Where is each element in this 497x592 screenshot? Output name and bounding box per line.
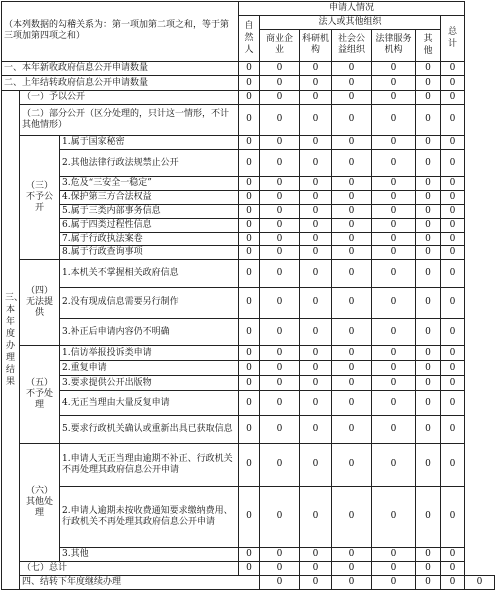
value-cell: 0 <box>300 346 332 361</box>
value-cell: 0 <box>332 76 372 91</box>
value-cell: 0 <box>416 287 441 318</box>
value-cell: 0 <box>239 416 260 444</box>
table-row <box>2 149 495 177</box>
row-label: 1.本机关不掌握相关政府信息 <box>60 260 239 288</box>
table-row <box>2 444 495 487</box>
row-label: （一）予以公开 <box>20 91 239 105</box>
value-cell: 0 <box>441 287 465 318</box>
value-cell: 0 <box>332 361 372 376</box>
value-cell: 0 <box>260 444 300 487</box>
value-cell: 0 <box>372 105 416 136</box>
value-cell: 0 <box>260 105 300 136</box>
table-row <box>2 287 495 318</box>
value-cell: 0 <box>260 246 300 260</box>
row-label: 四、结转下年度继续办理 <box>20 575 260 589</box>
value-cell: 0 <box>372 390 416 416</box>
value-cell: 0 <box>332 260 372 288</box>
value-cell: 0 <box>416 177 441 191</box>
table-row <box>2 135 495 149</box>
value-cell: 0 <box>300 416 332 444</box>
table-row <box>2 361 495 376</box>
value-cell: 0 <box>260 361 300 376</box>
value-cell: 0 <box>300 260 332 288</box>
value-cell: 0 <box>300 444 332 487</box>
value-cell: 0 <box>416 486 441 548</box>
value-cell: 0 <box>372 575 416 589</box>
value-cell: 0 <box>332 204 372 218</box>
value-cell: 0 <box>332 287 372 318</box>
value-cell: 0 <box>416 562 441 576</box>
table-note: （本列数据的勾稽关系为：第一项加第二项之和，等于第三项加第四项之和） <box>2 2 239 62</box>
table-row <box>2 346 495 361</box>
value-cell: 0 <box>416 444 441 487</box>
value-cell: 0 <box>239 177 260 191</box>
value-cell: 0 <box>260 562 300 576</box>
value-cell: 0 <box>239 61 260 76</box>
row-label: 2.没有现成信息需要另行制作 <box>60 287 239 318</box>
value-cell: 0 <box>300 376 332 391</box>
value-cell: 0 <box>441 149 465 177</box>
value-cell: 0 <box>372 232 416 246</box>
value-cell: 0 <box>441 486 465 548</box>
value-cell: 0 <box>372 287 416 318</box>
value-cell: 0 <box>300 562 332 576</box>
value-cell: 0 <box>372 177 416 191</box>
value-cell: 0 <box>332 105 372 136</box>
value-cell: 0 <box>372 135 416 149</box>
value-cell: 0 <box>332 416 372 444</box>
value-cell: 0 <box>260 287 300 318</box>
value-cell: 0 <box>441 548 465 562</box>
value-cell: 0 <box>416 346 441 361</box>
table-row <box>2 486 495 548</box>
value-cell: 0 <box>260 260 300 288</box>
value-cell: 0 <box>441 105 465 136</box>
table-row <box>2 61 495 76</box>
row-label: 3.补正后申请内容仍不明确 <box>60 318 239 346</box>
table-row <box>2 246 495 260</box>
value-cell: 0 <box>416 260 441 288</box>
value-cell: 0 <box>332 135 372 149</box>
row-label: 7.属于行政执法案卷 <box>60 232 239 246</box>
value-cell: 0 <box>332 444 372 487</box>
value-cell: 0 <box>416 318 441 346</box>
value-cell: 0 <box>300 149 332 177</box>
value-cell: 0 <box>372 318 416 346</box>
table-row <box>2 91 495 105</box>
value-cell: 0 <box>239 346 260 361</box>
value-cell: 0 <box>300 287 332 318</box>
value-cell: 0 <box>372 376 416 391</box>
table-row <box>2 562 495 576</box>
value-cell: 0 <box>416 416 441 444</box>
value-cell: 0 <box>372 91 416 105</box>
value-cell: 0 <box>441 232 465 246</box>
value-cell: 0 <box>372 562 416 576</box>
value-cell: 0 <box>416 575 441 589</box>
value-cell: 0 <box>239 149 260 177</box>
value-cell: 0 <box>332 149 372 177</box>
value-cell: 0 <box>441 91 465 105</box>
category-label: （五）不予处理 <box>20 346 60 444</box>
value-cell: 0 <box>300 91 332 105</box>
value-cell: 0 <box>300 177 332 191</box>
row-label: 6.属于四类过程性信息 <box>60 218 239 232</box>
row-label: （七）总计 <box>20 562 239 576</box>
value-cell: 0 <box>239 191 260 205</box>
value-cell: 0 <box>239 246 260 260</box>
value-cell: 0 <box>416 361 441 376</box>
row-label: 2.申请人逾期未按收费通知要求缴纳费用、行政机关不再处理其政府信息公开申请 <box>60 486 239 548</box>
value-cell: 0 <box>300 575 332 589</box>
value-cell: 0 <box>465 575 495 589</box>
value-cell: 0 <box>372 548 416 562</box>
row-label: 2.其他法律行政法规禁止公开 <box>60 149 239 177</box>
row-label: （二）部分公开（区分处理的，只计这一情形，不计其他情形） <box>20 105 239 136</box>
value-cell: 0 <box>441 390 465 416</box>
table-row <box>2 548 495 562</box>
row-label: 3.危及“三安全一稳定” <box>60 177 239 191</box>
table-row <box>2 416 495 444</box>
value-cell: 0 <box>332 318 372 346</box>
value-cell: 0 <box>416 91 441 105</box>
value-cell: 0 <box>441 191 465 205</box>
value-cell: 0 <box>441 260 465 288</box>
value-cell: 0 <box>372 260 416 288</box>
value-cell: 0 <box>300 191 332 205</box>
value-cell: 0 <box>416 376 441 391</box>
table-row <box>2 218 495 232</box>
value-cell: 0 <box>372 246 416 260</box>
value-cell: 0 <box>372 361 416 376</box>
value-cell: 0 <box>416 76 441 91</box>
value-cell: 0 <box>239 260 260 288</box>
value-cell: 0 <box>260 149 300 177</box>
government-info-disclosure-table <box>1 1 495 590</box>
value-cell: 0 <box>239 105 260 136</box>
value-cell: 0 <box>332 61 372 76</box>
value-cell: 0 <box>260 575 300 589</box>
value-cell: 0 <box>441 177 465 191</box>
category-label: （三）不予公开 <box>20 135 60 259</box>
row-label: 1.属于国家秘密 <box>60 135 239 149</box>
value-cell: 0 <box>441 135 465 149</box>
social-header: 社会公益组织 <box>332 29 372 61</box>
value-cell: 0 <box>239 318 260 346</box>
value-cell: 0 <box>372 149 416 177</box>
value-cell: 0 <box>239 444 260 487</box>
table-row <box>2 177 495 191</box>
row-label: 2.重复申请 <box>60 361 239 376</box>
legal-service-header: 法律服务机构 <box>372 29 416 61</box>
value-cell: 0 <box>332 548 372 562</box>
value-cell: 0 <box>416 218 441 232</box>
value-cell: 0 <box>239 76 260 91</box>
value-cell: 0 <box>441 376 465 391</box>
value-cell: 0 <box>332 575 372 589</box>
value-cell: 0 <box>441 562 465 576</box>
value-cell: 0 <box>239 91 260 105</box>
row-label: 一、本年新收政府信息公开申请数量 <box>2 61 239 76</box>
value-cell: 0 <box>372 191 416 205</box>
value-cell: 0 <box>372 486 416 548</box>
value-cell: 0 <box>239 204 260 218</box>
table-row <box>2 204 495 218</box>
row-label: 4.无正当理由大量反复申请 <box>60 390 239 416</box>
value-cell: 0 <box>441 444 465 487</box>
value-cell: 0 <box>332 246 372 260</box>
value-cell: 0 <box>372 218 416 232</box>
value-cell: 0 <box>300 318 332 346</box>
value-cell: 0 <box>441 318 465 346</box>
value-cell: 0 <box>372 204 416 218</box>
value-cell: 0 <box>441 218 465 232</box>
table-row <box>2 260 495 288</box>
table-row <box>2 105 495 136</box>
value-cell: 0 <box>441 61 465 76</box>
value-cell: 0 <box>416 204 441 218</box>
row-label: 4.保护第三方合法权益 <box>60 191 239 205</box>
value-cell: 0 <box>416 246 441 260</box>
table-row <box>2 390 495 416</box>
value-cell: 0 <box>260 346 300 361</box>
row-label: 3.要求提供公开出版物 <box>60 376 239 391</box>
value-cell: 0 <box>239 361 260 376</box>
value-cell: 0 <box>332 232 372 246</box>
value-cell: 0 <box>260 416 300 444</box>
table-row <box>2 318 495 346</box>
value-cell: 0 <box>300 204 332 218</box>
value-cell: 0 <box>441 346 465 361</box>
row-label: 1.信访举报投诉类申请 <box>60 346 239 361</box>
value-cell: 0 <box>300 135 332 149</box>
value-cell: 0 <box>416 548 441 562</box>
value-cell: 0 <box>416 135 441 149</box>
value-cell: 0 <box>300 548 332 562</box>
value-cell: 0 <box>239 287 260 318</box>
value-cell: 0 <box>300 361 332 376</box>
value-cell: 0 <box>416 390 441 416</box>
value-cell: 0 <box>332 486 372 548</box>
value-cell: 0 <box>332 191 372 205</box>
value-cell: 0 <box>260 232 300 246</box>
value-cell: 0 <box>260 135 300 149</box>
value-cell: 0 <box>416 149 441 177</box>
research-header: 科研机构 <box>300 29 332 61</box>
value-cell: 0 <box>239 548 260 562</box>
value-cell: 0 <box>441 361 465 376</box>
value-cell: 0 <box>300 486 332 548</box>
natural-person-header: 自然人 <box>239 15 260 61</box>
other-header: 其他 <box>416 29 441 61</box>
value-cell: 0 <box>260 376 300 391</box>
value-cell: 0 <box>416 232 441 246</box>
value-cell: 0 <box>441 416 465 444</box>
value-cell: 0 <box>372 416 416 444</box>
value-cell: 0 <box>416 105 441 136</box>
commercial-header: 商业企业 <box>260 29 300 61</box>
value-cell: 0 <box>260 76 300 91</box>
value-cell: 0 <box>332 218 372 232</box>
value-cell: 0 <box>372 76 416 91</box>
row-label: 5.要求行政机关确认或重新出具已获取信息 <box>60 416 239 444</box>
value-cell: 0 <box>260 204 300 218</box>
value-cell: 0 <box>332 390 372 416</box>
value-cell: 0 <box>332 562 372 576</box>
value-cell: 0 <box>441 575 465 589</box>
value-cell: 0 <box>239 390 260 416</box>
value-cell: 0 <box>441 204 465 218</box>
value-cell: 0 <box>332 91 372 105</box>
value-cell: 0 <box>372 61 416 76</box>
value-cell: 0 <box>300 246 332 260</box>
table-row <box>2 376 495 391</box>
value-cell: 0 <box>300 390 332 416</box>
category-label: （四）无法提供 <box>20 260 60 346</box>
value-cell: 0 <box>372 346 416 361</box>
legal-group-header: 法人或其他组织 <box>260 15 441 29</box>
value-cell: 0 <box>416 61 441 76</box>
value-cell: 0 <box>239 562 260 576</box>
total-header: 总计 <box>441 15 465 61</box>
value-cell: 0 <box>300 105 332 136</box>
row-label: 二、上年结转政府信息公开申请数量 <box>2 76 239 91</box>
value-cell: 0 <box>260 91 300 105</box>
section-3-label: 三、本年度办理结果 <box>2 91 20 590</box>
row-label: 1.申请人无正当理由逾期不补正、行政机关不再处理其政府信息公开申请 <box>60 444 239 487</box>
table-row <box>2 575 495 589</box>
value-cell: 0 <box>260 61 300 76</box>
row-label: 8.属于行政查询事项 <box>60 246 239 260</box>
table-row <box>2 232 495 246</box>
value-cell: 0 <box>239 376 260 391</box>
value-cell: 0 <box>239 232 260 246</box>
value-cell: 0 <box>300 232 332 246</box>
category-label: （六）其他处理 <box>20 444 60 562</box>
value-cell: 0 <box>260 318 300 346</box>
value-cell: 0 <box>372 444 416 487</box>
value-cell: 0 <box>260 177 300 191</box>
value-cell: 0 <box>300 76 332 91</box>
value-cell: 0 <box>332 177 372 191</box>
value-cell: 0 <box>332 346 372 361</box>
value-cell: 0 <box>260 486 300 548</box>
table-row <box>2 191 495 205</box>
applicant-header: 申请人情况 <box>239 2 465 16</box>
value-cell: 0 <box>260 548 300 562</box>
table-row <box>2 76 495 91</box>
value-cell: 0 <box>300 218 332 232</box>
value-cell: 0 <box>300 61 332 76</box>
value-cell: 0 <box>260 218 300 232</box>
value-cell: 0 <box>332 376 372 391</box>
row-label: 3.其他 <box>60 548 239 562</box>
value-cell: 0 <box>239 218 260 232</box>
value-cell: 0 <box>239 135 260 149</box>
value-cell: 0 <box>260 191 300 205</box>
value-cell: 0 <box>260 390 300 416</box>
value-cell: 0 <box>239 486 260 548</box>
value-cell: 0 <box>441 76 465 91</box>
row-label: 5.属于三类内部事务信息 <box>60 204 239 218</box>
value-cell: 0 <box>441 246 465 260</box>
value-cell: 0 <box>416 191 441 205</box>
